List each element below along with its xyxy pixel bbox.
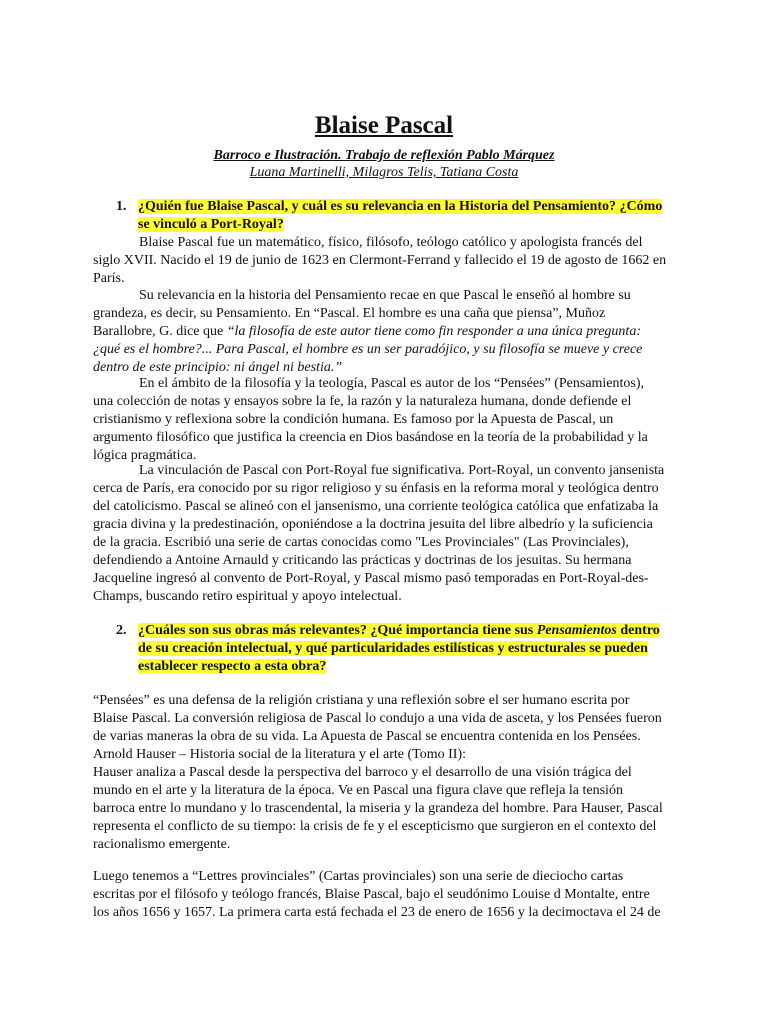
question-text-line: de su creación intelectual, y qué particularidades estilísticas y estructurales se pueden	[138, 641, 648, 656]
text-line: racionalismo emergente.	[93, 837, 231, 852]
text-line: de varias maneras la obra de su vida. La Apuesta de Pascal se encuentra contenida en los Pensées.	[93, 729, 641, 744]
question-2	[116, 622, 678, 676]
quote-fragment: “la filosofía de este autor tiene como fin responder a una única pregunta:	[226, 324, 641, 339]
text-line: “Pensées” es una defensa de la religión cristiana y una reflexión sobre el ser humano escrita por	[93, 693, 630, 708]
paragraph-pensees-defense	[93, 692, 681, 854]
text-line: siglo XVII. Nacido el 19 de junio de 1623 en Clermont-Ferrand y fallecido el 19 de agosto de 1662 en	[93, 253, 667, 268]
text-fragment: Barallobre, G. dice que	[93, 324, 227, 339]
text-line: representa el conflicto de su tiempo: la crisis de fe y el escepticismo que surgieron en el contexto del	[93, 819, 657, 834]
text-line: Blaise Pascal fue un matemático, físico, filósofo, teólogo católico y apologista francés del	[139, 235, 643, 250]
question-text-line: ¿Quién fue Blaise Pascal, y cuál es su relevancia en la Historia del Pensamiento? ¿Cómo	[138, 199, 663, 214]
text-line: cerca de París, era conocido por su rigor religioso y su énfasis en la reforma moral y teológica dentro	[93, 481, 659, 496]
text-line: del catolicismo. Pascal se alineó con el jansenismo, una corriente teológica católica que enfatizaba la	[93, 499, 659, 514]
document-authors: Luana Martinelli, Milagros Telis, Tatiana Costa	[249, 165, 519, 180]
paragraph-relevance	[93, 287, 681, 377]
quote-line: ¿qué es el hombre?... Para Pascal, el hombre es un ser paradójico, y su filosofía se mueve y crece	[93, 342, 643, 357]
text-fragment: ¿Cuáles son sus obras más relevantes? ¿Qué importancia tiene sus	[138, 623, 537, 638]
document-subtitle: Barroco e Ilustración. Trabajo de reflexión Pablo Márquez	[213, 148, 555, 163]
text-line: argumento filosófico que justifica la creencia en Dios basándose en la teoría de la probabilidad y la	[93, 430, 648, 445]
text-line: los años 1656 y 1657. La primera carta está fechada el 23 de enero de 1656 y la decimoctava el 24 de	[93, 905, 661, 920]
text-line: una colección de notas y ensayos sobre la fe, la razón y la naturaleza humana, donde defiende el	[93, 394, 632, 409]
text-line: En el ámbito de la filosofía y la teología, Pascal es autor de los “Pensées” (Pensamientos),	[139, 376, 645, 391]
text-line: grandeza, es decir, su Pensamiento. En “Pascal. El hombre es una caña que piensa”, Muñoz	[93, 306, 606, 321]
text-line: Champs, buscando retiro espiritual y apoyo intelectual.	[93, 589, 402, 604]
document-title: Blaise Pascal	[314, 112, 454, 139]
text-line: La vinculación de Pascal con Port-Royal fue significativa. Port-Royal, un convento jansenista	[139, 463, 665, 478]
italic-fragment: Pensamientos	[536, 623, 617, 638]
text-line	[93, 323, 681, 341]
paragraph-port-royal	[93, 462, 681, 606]
question-text-line: se vinculó a Port-Royal?	[138, 217, 284, 232]
text-line: Blaise Pascal. La conversión religiosa de Pascal lo condujo a una vida de asceta, y los Pensées fueron	[93, 711, 662, 726]
text-line: cristianismo y reflexiona sobre la condición humana. Es famoso por la Apuesta de Pascal, un	[93, 412, 614, 427]
question-number: 2.	[116, 623, 127, 638]
question-number: 1.	[116, 199, 127, 214]
text-line: Luego tenemos a “Lettres provinciales” (Cartas provinciales) son una serie de dieciocho cartas	[93, 869, 624, 884]
text-line: lógica pragmática.	[93, 448, 197, 463]
question-1	[116, 198, 678, 234]
text-line: escritas por el filósofo y teólogo francés, Blaise Pascal, bajo el seudónimo Louise d Montalte, entre	[93, 887, 650, 902]
text-line: París.	[93, 271, 125, 286]
text-line: mundo en el arte y la literatura de la época. Ve en Pascal una figura clave que refleja la tensión	[93, 783, 623, 798]
text-line: Hauser analiza a Pascal desde la perspectiva del barroco y el desarrollo de una visión trágica del	[93, 765, 632, 780]
paragraph-biography	[93, 234, 681, 288]
text-line: gracia divina y la predestinación, oponiéndose a la doctrina jesuita del libre albedrío y la suficiencia	[93, 517, 653, 532]
text-line: Jacqueline ingresó al convento de Port-Royal, y Pascal mismo pasó temporadas en Port-Royal-des-	[93, 571, 649, 586]
text-fragment: dentro	[616, 623, 660, 638]
text-line: defendiendo a Antoine Arnauld y criticando las prácticas y doctrinas de los jesuitas. Su hermana	[93, 553, 632, 568]
paragraph-lettres-provinciales	[93, 868, 681, 922]
question-text-line	[138, 623, 660, 638]
text-line: de la gracia. Escribió una serie de cartas conocidas como "Les Provinciales" (Las Provinciales),	[93, 535, 629, 550]
question-text-line: establecer respecto a esta obra?	[138, 659, 327, 674]
text-line: Arnold Hauser – Historia social de la literatura y el arte (Tomo II):	[93, 747, 466, 762]
paragraph-pensees	[93, 375, 681, 465]
text-line: Su relevancia en la historia del Pensamiento recae en que Pascal le enseñó al hombre su	[139, 288, 631, 303]
quote-line: dentro de este principio: ni ángel ni bestia.”	[93, 360, 343, 375]
text-line: barroca entre lo mundano y lo trascendental, la miseria y la grandeza del hombre. Para Hauser, Pascal	[93, 801, 663, 816]
